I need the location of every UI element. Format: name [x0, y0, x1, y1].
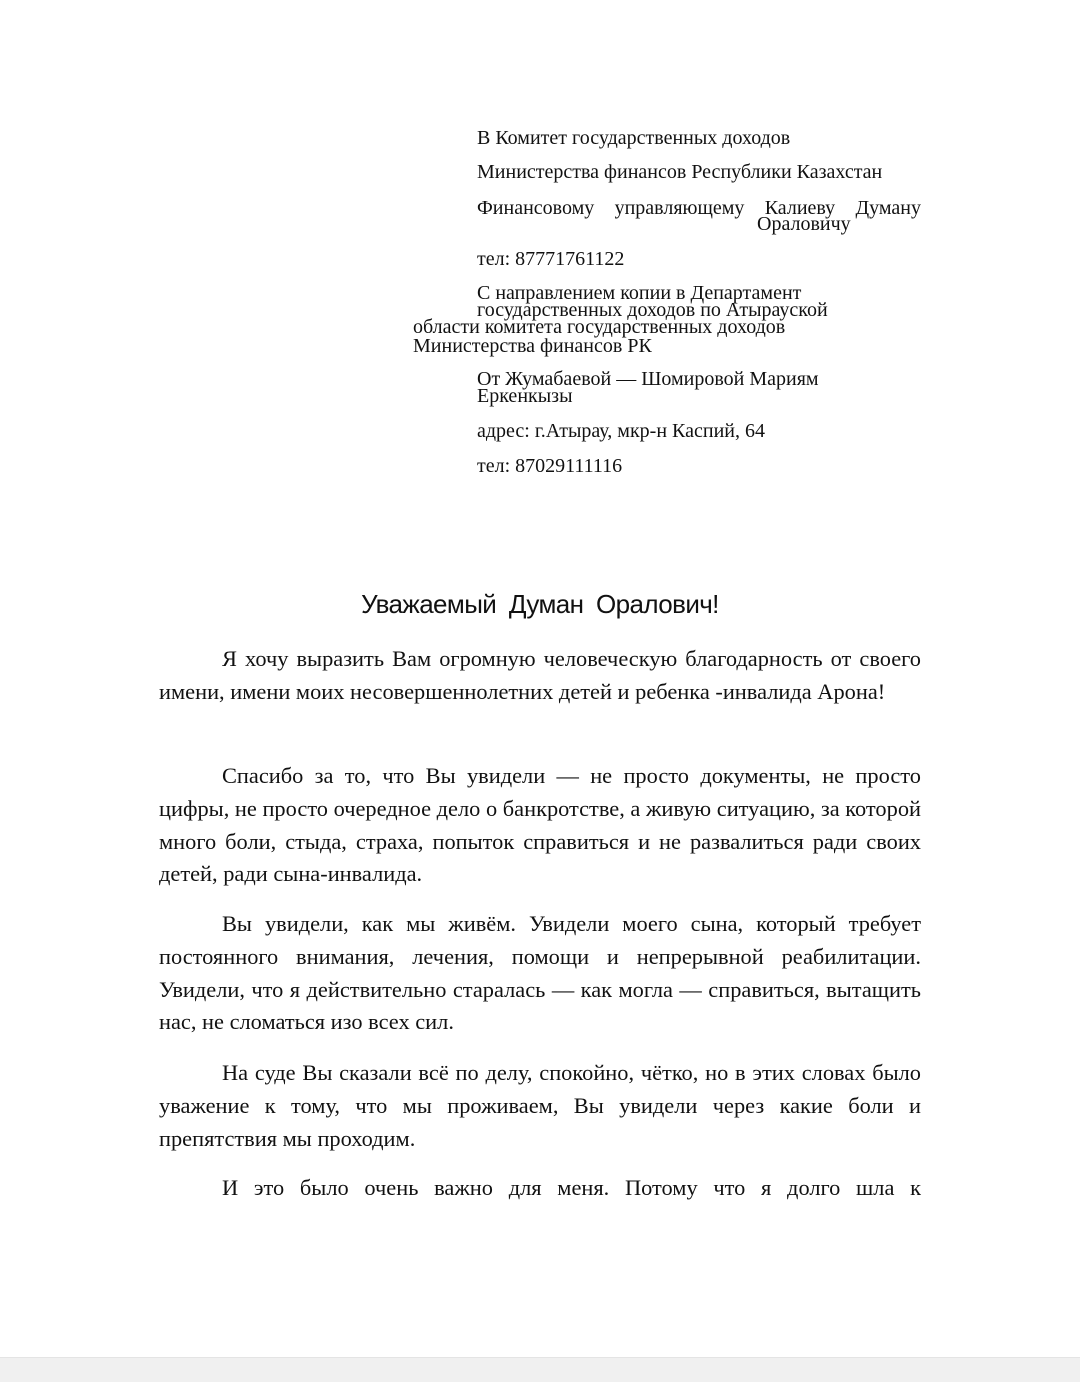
body-paragraph: Спасибо за то, что Вы увидели — не просто документы, не просто цифры, не просто очередное дело о банкротстве, а живую ситуацию, за которой много боли, стыда, страха, попыток справиться и не развалиться ради своих детей, ради сына-инвалида. [159, 763, 921, 887]
salutation-heading: Уважаемый Думан Оралович! [361, 589, 719, 619]
viewer-bottom-bar [0, 1357, 1080, 1382]
recipient-line-2: Министерства финансов Республики Казахстан [477, 161, 883, 183]
manager-word: Думану [855, 197, 921, 219]
sender-line-1: От Жумабаевой — Шомировой Мариям [477, 368, 819, 390]
body-paragraph: Я хочу выразить Вам огромную человеческую благодарность от своего имени, имени моих несовершеннолетних детей и ребенка -инвалида Арона! [159, 646, 921, 704]
manager-word: Финансовому [477, 197, 595, 219]
body-paragraph-partial [159, 1172, 921, 1205]
recipient-manager-line [477, 197, 921, 219]
body-paragraph: Вы увидели, как мы живём. Увидели моего сына, который требует постоянного внимания, лечения, помощи и непрерывной реабилитации. Увидели, что я действительно старалась — как могла — справиться, вытащить нас, не сломаться изо всех сил. [159, 911, 921, 1035]
copy-line-2: государственных доходов по Атырауской [477, 299, 828, 321]
sender-address: адрес: г.Атырау, мкр-н Каспий, 64 [477, 420, 765, 442]
recipient-manager-continuation: Ораловичу [757, 213, 851, 235]
copy-line-4: Министерства финансов РК [413, 335, 652, 357]
copy-line-3: области комитета государственных доходов [413, 316, 786, 338]
manager-word: управляющему [614, 197, 745, 219]
body-paragraph-partial-text: И это было очень важно для меня. Потому что я долго шла к [222, 1175, 921, 1200]
sender-phone: тел: 87029111116 [477, 455, 623, 477]
recipient-phone: тел: 87771761122 [477, 248, 625, 270]
recipient-line-1: В Комитет государственных доходов [477, 127, 791, 149]
manager-word: Калиеву [764, 197, 836, 219]
body-paragraph: На суде Вы сказали всё по делу, спокойно, чётко, но в этих словах было уважение к тому, что мы проживаем, Вы увидели через какие боли и препятствия мы проходим. [159, 1060, 921, 1151]
sender-line-2: Еркенкызы [477, 385, 573, 407]
copy-line-1: С направлением копии в Департамент [477, 282, 802, 304]
